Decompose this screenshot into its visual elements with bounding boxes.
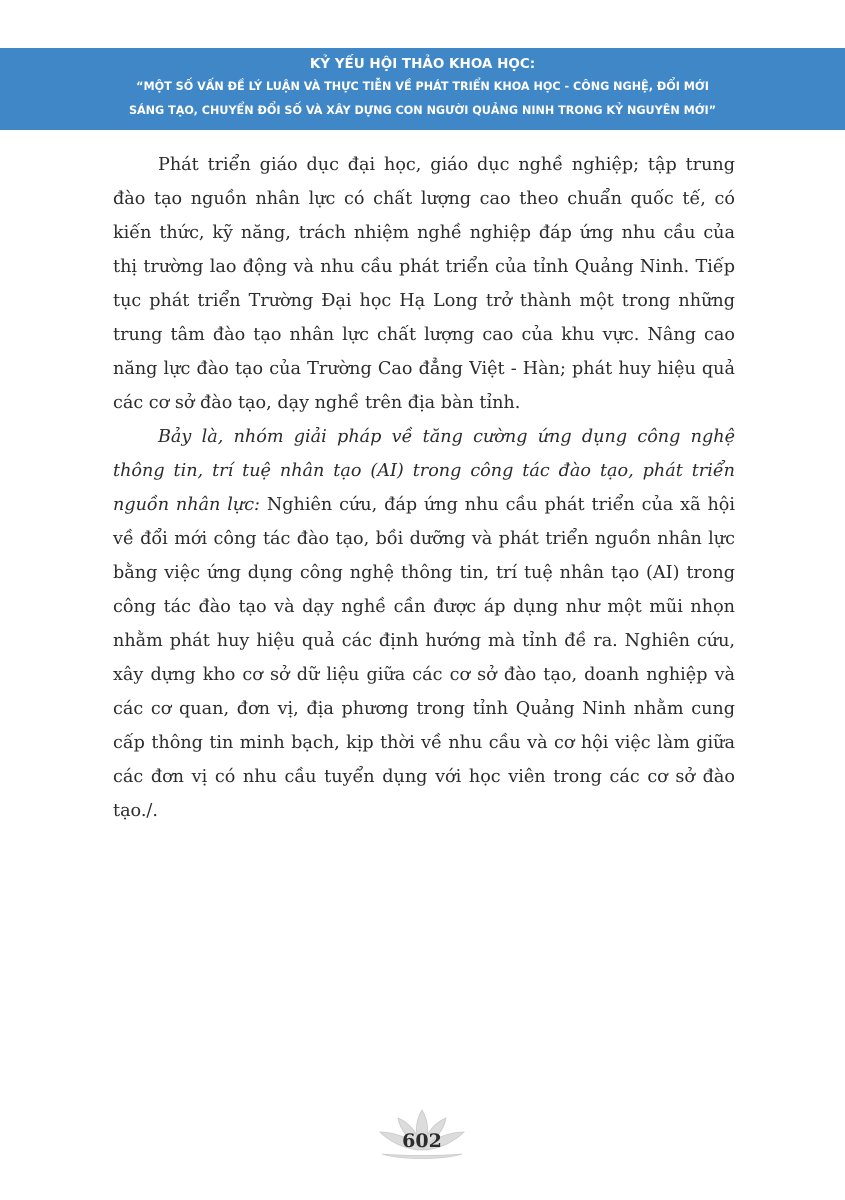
main-text [113,148,735,828]
page-number-block [372,1108,472,1164]
conference-title-line-2: SÁNG TẠO, CHUYỂN ĐỔI SỐ VÀ XÂY DỰNG CON NGƯỜI QUẢNG NINH TRONG KỶ NGUYÊN MỚI” [128,104,717,117]
page-number: 602 [402,1130,442,1152]
solution-body: Nghiên cứu, đáp ứng nhu cầu phát triển của xã hội về đổi mới công tác đào tạo, bồi dưỡng và phát triển nguồn nhân lực bằng việc ứng dụng công nghệ thông tin, trí tuệ nhân tạo (AI) trong công tác đào tạo và dạy nghề cần được áp dụng như một mũi nhọn nhằm phát huy hiệu quả các định hướng mà tỉnh đề ra. Nghiên cứu, xây dựng kho cơ sở dữ liệu giữa các cơ sở đào tạo, doanh nghiệp và các cơ quan, đơn vị, địa phương trong tỉnh Quảng Ninh nhằm cung cấp thông tin minh bạch, kịp thời về nhu cầu và cơ hội việc làm giữa các đơn vị có nhu cầu tuyển dụng với học viên trong các cơ sở đào tạo./. [113,495,736,821]
header-banner [0,48,845,130]
paragraph-education: Phát triển giáo dục đại học, giáo dục nghề nghiệp; tập trung đào tạo nguồn nhân lực có chất lượng cao theo chuẩn quốc tế, có kiến thức, kỹ năng, trách nhiệm nghề nghiệp đáp ứng nhu cầu của thị trường lao động và nhu cầu phát triển của tỉnh Quảng Ninh. Tiếp tục phát triển Trường Đại học Hạ Long trở thành một trong những trung tâm đào tạo nhân lực chất lượng cao của khu vực. Nâng cao năng lực đào tạo của Trường Cao đẳng Việt - Hàn; phát huy hiệu quả các cơ sở đào tạo, dạy nghề trên địa bàn tỉnh. [113,155,735,413]
proceedings-title: KỶ YẾU HỘI THẢO KHOA HỌC: [309,56,536,72]
solution-heading: Bảy là, nhóm giải pháp về tăng cường ứng dụng công nghệ thông tin, trí tuệ nhân tạo (AI) trong công tác đào tạo, phát triển nguồn nhân lực: [113,427,735,515]
conference-title-line-1: “MỘT SỐ VẤN ĐỀ LÝ LUẬN VÀ THỰC TIỄN VỀ PHÁT TRIỂN KHOA HỌC - CÔNG NGHỆ, ĐỔI MỚI [136,80,709,93]
paragraph-solution-seven [113,420,735,828]
